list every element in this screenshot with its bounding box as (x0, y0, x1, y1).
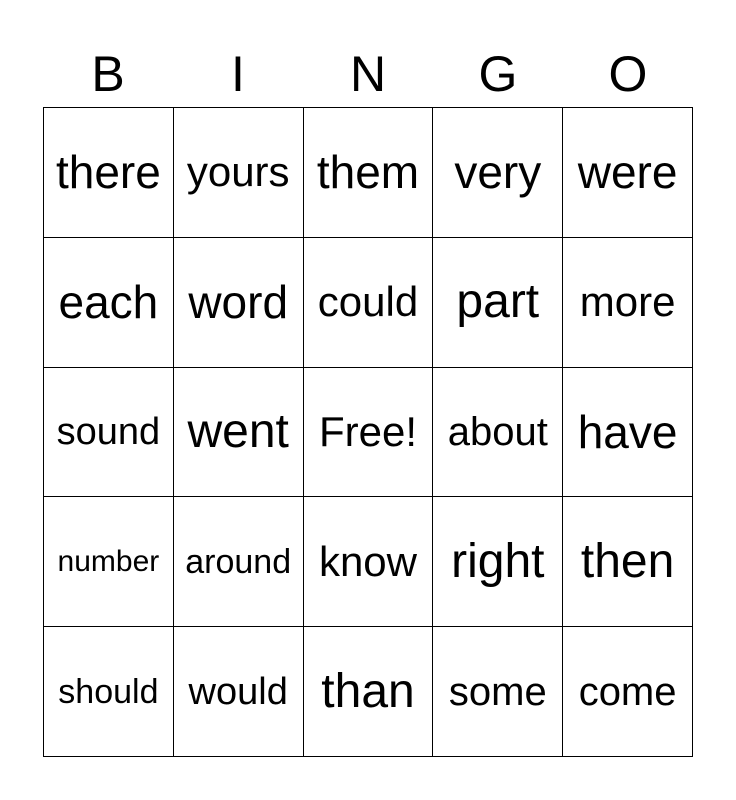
bingo-cell[interactable] (174, 108, 304, 238)
bingo-cell-word: have (577, 405, 678, 458)
bingo-cell-word: there (55, 146, 161, 199)
bingo-cell[interactable] (563, 108, 693, 238)
bingo-cell[interactable] (304, 627, 434, 757)
bingo-cell-word: about (447, 409, 548, 454)
bingo-cell-word: number (57, 544, 160, 578)
bingo-cell[interactable] (563, 627, 693, 757)
bingo-cell[interactable] (433, 497, 563, 627)
bingo-cell-word: some (448, 669, 547, 714)
bingo-cell[interactable] (44, 497, 174, 627)
bingo-cell-word: were (577, 146, 678, 199)
bingo-cell-word: know (318, 537, 418, 585)
bingo-cell-word: them (316, 146, 420, 199)
bingo-cell[interactable] (304, 497, 434, 627)
bingo-cell-word: went (187, 404, 289, 458)
header-letter-g: G (478, 46, 518, 102)
bingo-cell[interactable] (174, 238, 304, 368)
bingo-cell-free[interactable] (304, 368, 434, 498)
bingo-cell-word: very (454, 146, 542, 199)
bingo-cell-word: part (456, 275, 540, 329)
bingo-cell[interactable] (44, 627, 174, 757)
bingo-cell[interactable] (44, 108, 174, 238)
bingo-cell-word: would (188, 670, 288, 713)
bingo-cell-word: sound (56, 410, 161, 453)
bingo-cell-word: yours (186, 148, 290, 196)
bingo-cell[interactable] (174, 368, 304, 498)
bingo-cell-word: Free! (318, 407, 417, 455)
bingo-cell[interactable] (433, 238, 563, 368)
bingo-cell[interactable] (44, 238, 174, 368)
bingo-cell-word: around (185, 542, 292, 581)
bingo-cell-word: right (451, 534, 545, 588)
bingo-cell-word: more (579, 278, 676, 326)
bingo-cell-word: word (188, 276, 289, 329)
bingo-cell[interactable] (304, 238, 434, 368)
bingo-cell-word: should (58, 672, 159, 711)
header-letter-b: B (91, 46, 125, 102)
bingo-cell-word: could (317, 278, 419, 326)
bingo-cell-word: then (580, 534, 675, 588)
header-letter-n: N (349, 46, 387, 102)
header-letter-i: I (231, 46, 245, 102)
bingo-cell[interactable] (433, 108, 563, 238)
bingo-cell[interactable] (304, 108, 434, 238)
bingo-header (43, 44, 693, 104)
bingo-cell[interactable] (563, 368, 693, 498)
bingo-cell-word: each (58, 276, 159, 329)
bingo-cell[interactable] (433, 368, 563, 498)
bingo-cell[interactable] (563, 238, 693, 368)
bingo-cell[interactable] (44, 368, 174, 498)
bingo-cell-word: come (578, 669, 677, 714)
bingo-cell[interactable] (174, 627, 304, 757)
bingo-cell[interactable] (174, 497, 304, 627)
header-letter-o: O (608, 46, 648, 102)
bingo-cell[interactable] (563, 497, 693, 627)
bingo-cell-word: than (321, 664, 415, 718)
bingo-cell[interactable] (433, 627, 563, 757)
bingo-card (43, 107, 693, 757)
